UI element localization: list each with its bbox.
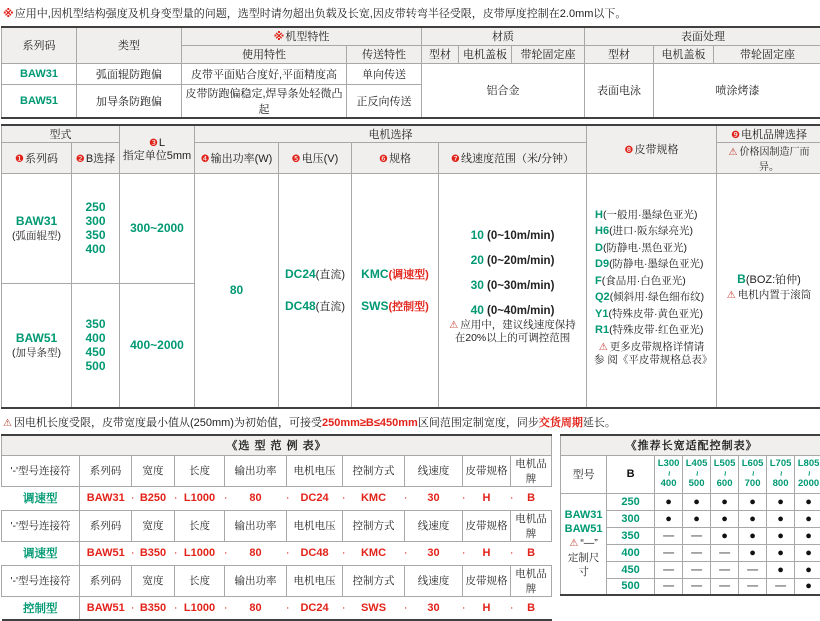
col-series-code: 系列码: [2, 27, 77, 63]
matrix-cell: —: [683, 544, 711, 561]
series-cell: BAW31 (弧面辊型): [2, 173, 72, 283]
circled-2-icon: ❷: [76, 154, 85, 165]
col-surface-motor-cover: 电机盖板: [654, 45, 714, 63]
circled-5-icon: ❺: [292, 154, 301, 165]
matrix-cell: ●: [795, 510, 820, 527]
b-options-cell: 350 400 450 500: [72, 283, 120, 408]
col-material-profile: 型材: [422, 45, 459, 63]
col-motor-brand: ❾电机品牌选择: [717, 125, 820, 143]
matrix-cell: —: [711, 578, 739, 595]
control-type-label: 控制型: [2, 596, 80, 620]
col-b: B: [607, 455, 655, 493]
warning-icon: ⚠: [569, 538, 578, 549]
matrix-cell: —: [655, 561, 683, 578]
top-usage-note: [3, 5, 819, 21]
range-icon: ~: [777, 471, 784, 476]
col-model-group: 型式: [2, 125, 120, 143]
matrix-cell: —: [739, 578, 767, 595]
col-machine-feature: ※机型特性: [182, 27, 422, 45]
matrix-cell: —: [655, 544, 683, 561]
control-type-label: 调速型: [2, 486, 80, 510]
col-speed: ❼线速度范围（米/分钟）: [439, 142, 587, 173]
table-row: 300 ● ● ● ● ● ●: [561, 510, 820, 527]
matrix-cell: ●: [655, 493, 683, 510]
surface-paint-value: 喷涂烤漆: [654, 63, 820, 118]
range-icon: ~: [721, 471, 728, 476]
examples-title: 《选 型 范 例 表》: [2, 435, 552, 455]
warning-icon: ⚠: [729, 147, 738, 158]
col-material-group: 材质: [422, 27, 585, 45]
circled-8-icon: ❽: [625, 145, 634, 156]
matrix-cell: ●: [711, 527, 739, 544]
circled-4-icon: ❹: [201, 154, 210, 165]
speed-note: ⚠ 应用中，建议线速度保持 在20%以上的可调控范围: [447, 319, 579, 345]
b-options-cell: 250 300 350 400: [72, 173, 120, 283]
examples-header-row: '-'型号连接符 系列码 宽度 长度 输出功率 电机电压 控制方式 线速度 皮带规格 电机品牌: [2, 565, 552, 596]
recommend-header-row: [561, 455, 820, 493]
examples-header-row: '-'型号连接符 系列码 宽度 长度 输出功率 电机电压 控制方式 线速度 皮带规格 电机品牌: [2, 510, 552, 541]
matrix-cell: ●: [767, 527, 795, 544]
matrix-cell: ●: [795, 493, 820, 510]
example-row: 调速型 BAW51 – B350 – L1000 – 80 – DC48 – KMC – 30 – H – B: [2, 541, 552, 565]
col-material-pulley-seat: 带轮固定座: [512, 45, 585, 63]
top-note-text: 应用中,因机型结构强度及机身变型量的问题，选型时请勿超出负载及长宽,因皮带转弯半径受限，皮带厚度控制在2.0mm以下。: [15, 8, 627, 20]
matrix-cell: ●: [739, 544, 767, 561]
use-feature-value: 皮带平面贴合度好,平面精度高: [182, 63, 347, 84]
col-material-motor-cover: 电机盖板: [459, 45, 512, 63]
transfer-value: 正反向传送: [347, 84, 422, 118]
table-row: 400 — — — ● ● ●: [561, 544, 820, 561]
series-code: BAW51: [2, 84, 77, 118]
control-type-label: 调速型: [2, 541, 80, 565]
col-l-range: L705 ~ 800: [767, 455, 795, 493]
range-icon: ~: [665, 471, 672, 476]
col-b-select: ❷B选择: [72, 142, 120, 173]
example-row: 控制型 BAW51 – B350 – L1000 – 80 – DC24 – SWS – 30 – H – B: [2, 596, 552, 620]
table-row: 500 — — — — — ●: [561, 578, 820, 595]
matrix-cell: ●: [795, 527, 820, 544]
matrix-cell: ●: [767, 561, 795, 578]
overview-table: [1, 26, 820, 119]
col-l-range: L300 ~ 400: [655, 455, 683, 493]
use-feature-value: 皮带防跑偏稳定,焊导条处轻微凸起: [182, 84, 347, 118]
example-row: 调速型 BAW31 – B250 – L1000 – 80 – DC24 – KMC – 30 – H – B: [2, 486, 552, 510]
reference-mark-icon: ※: [3, 8, 14, 20]
recommend-size-table: [560, 434, 820, 596]
matrix-cell: —: [655, 527, 683, 544]
matrix-cell: ●: [767, 510, 795, 527]
matrix-cell: ●: [683, 510, 711, 527]
circled-6-icon: ❻: [379, 154, 388, 165]
matrix-cell: ●: [683, 493, 711, 510]
matrix-cell: ●: [739, 493, 767, 510]
circled-3-icon: ❸: [149, 138, 158, 149]
matrix-cell: ●: [739, 527, 767, 544]
matrix-cell: ●: [711, 510, 739, 527]
brand-cell: B(BOZ:铂仲) ⚠ 电机内置于滚筒: [717, 173, 820, 408]
circled-1-icon: ❶: [15, 154, 24, 165]
table-row: 450 — — — — ● ●: [561, 561, 820, 578]
belt-spec-cell: H(一般用·墨绿色亚光) H6(进口·阪东绿亮光) D(防静电·黑色亚光) D9(防静电·墨绿色亚光) F(食品用·白色亚光) Q2(倾斜用·绿色细布纹) Y1(特殊皮带·黄色亚光) R1(特殊皮带·红色亚光) ⚠ 更多皮带规格详情请参 阅《平皮带规格总表》: [587, 173, 717, 408]
brand-price-note: ⚠ 价格因制造厂而异。: [717, 142, 820, 173]
series-code: BAW31: [2, 63, 77, 84]
range-icon: ~: [693, 471, 700, 476]
model-example-table: [1, 434, 552, 621]
table-row: BAW31 BAW51 ⚠ “—” 定制尺寸 250 ● ● ● ● ● ●: [561, 493, 820, 510]
l-range-cell: 400~2000: [120, 283, 195, 408]
selection-table: [1, 124, 820, 410]
warning-icon: ⚠: [449, 320, 458, 331]
col-l-range: L805 ~ 2000: [795, 455, 820, 493]
belt-note: ⚠ 更多皮带规格详情请参 阅《平皮带规格总表》: [594, 341, 709, 367]
matrix-cell: ●: [711, 493, 739, 510]
col-type: 类型: [77, 27, 182, 63]
range-icon: ~: [749, 471, 756, 476]
col-surface-group: 表面处理: [585, 27, 820, 45]
col-use-feature: 使用特性: [182, 45, 347, 63]
col-transfer-feature: 传送特性: [347, 45, 422, 63]
recommend-title: 《推荐长宽适配控制表》: [561, 435, 820, 455]
col-spec: ❻规格: [352, 142, 439, 173]
col-l-range: L505 ~ 600: [711, 455, 739, 493]
matrix-cell: —: [683, 578, 711, 595]
l-range-cell: 300~2000: [120, 173, 195, 283]
matrix-cell: ●: [795, 544, 820, 561]
voltage-cell: DC24(直流) DC48(直流): [279, 173, 352, 408]
col-belt-spec: ❽皮带规格: [587, 125, 717, 174]
col-series: ❶系列码: [2, 142, 72, 173]
material-value: 铝合金: [422, 63, 585, 118]
col-surface-pulley-seat: 带轮固定座: [714, 45, 820, 63]
table-row: [2, 63, 820, 84]
reference-mark-icon: ※: [274, 31, 285, 43]
power-cell: 80: [195, 173, 279, 408]
col-power: ❹输出功率(W): [195, 142, 279, 173]
surface-profile-value: 表面电泳: [585, 63, 654, 118]
col-l-range: L405 ~ 500: [683, 455, 711, 493]
type-value: 加导条防跑偏: [77, 84, 182, 118]
matrix-cell: —: [711, 544, 739, 561]
matrix-cell: ●: [739, 510, 767, 527]
transfer-value: 单向传送: [347, 63, 422, 84]
col-length: ❸L 指定单位5mm: [120, 125, 195, 174]
col-motor-group: 电机选择: [195, 125, 587, 143]
spec-cell: KMC(调速型) SWS(控制型): [352, 173, 439, 408]
matrix-cell: —: [711, 561, 739, 578]
examples-header-row: '-'型号连接符 系列码 宽度 长度 输出功率 电机电压 控制方式 线速度 皮带规格 电机品牌: [2, 455, 552, 486]
range-icon: ~: [805, 471, 812, 476]
recommend-side-label: BAW31 BAW51 ⚠ “—” 定制尺寸: [561, 493, 607, 595]
warning-icon: ⚠: [727, 290, 736, 301]
speed-cell: 10 (0~10m/min) 20 (0~20m/min) 30 (0~30m/min) 40 (0~40m/min) ⚠ 应用中，建议线速度保持 在20%以上的可调控范围: [439, 173, 587, 408]
matrix-cell: —: [683, 561, 711, 578]
warning-icon: ⚠: [3, 418, 12, 429]
matrix-cell: —: [683, 527, 711, 544]
matrix-cell: —: [739, 561, 767, 578]
col-voltage: ❺电压(V): [279, 142, 352, 173]
circled-7-icon: ❼: [451, 154, 460, 165]
warning-icon: ⚠: [599, 342, 608, 353]
table-row: 350 — — ● ● ● ●: [561, 527, 820, 544]
series-cell: BAW51 (加导条型): [2, 283, 72, 408]
table-row: [2, 173, 820, 283]
brand-cell-note: ⚠ 电机内置于滚筒: [727, 289, 811, 302]
matrix-cell: ●: [795, 578, 820, 595]
circled-9-icon: ❾: [731, 130, 740, 141]
matrix-cell: ●: [767, 493, 795, 510]
matrix-cell: —: [655, 578, 683, 595]
matrix-cell: ●: [655, 510, 683, 527]
col-l-range: L605 ~ 700: [739, 455, 767, 493]
col-model: 型号: [561, 455, 607, 493]
matrix-cell: —: [767, 578, 795, 595]
col-surface-profile: 型材: [585, 45, 654, 63]
matrix-cell: ●: [767, 544, 795, 561]
width-custom-note: ⚠ 因电机长度受限，皮带宽度最小值从(250mm)为初始值，可接受250mm≥B≤450mm区间范围定制宽度，同步交货周期延长。: [3, 414, 819, 430]
type-value: 弧面辊防跑偏: [77, 63, 182, 84]
matrix-cell: ●: [795, 561, 820, 578]
